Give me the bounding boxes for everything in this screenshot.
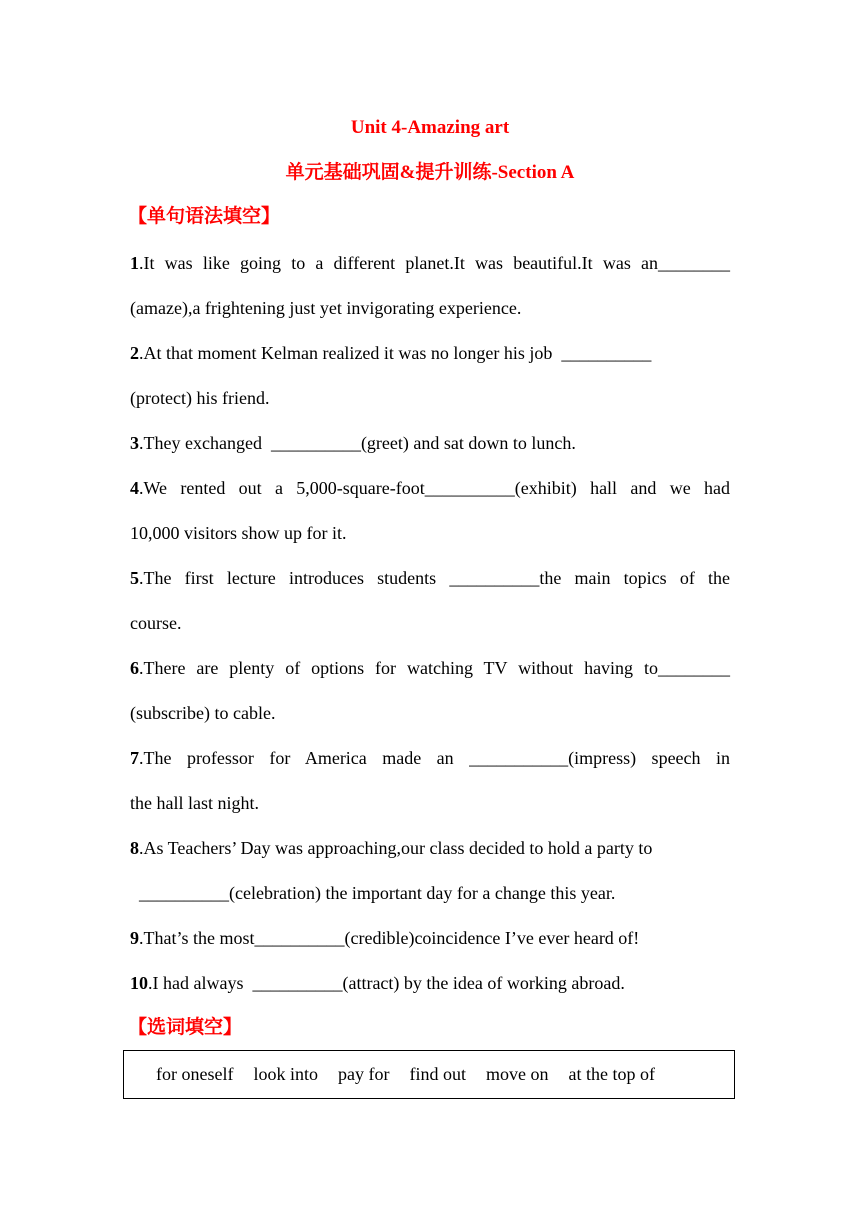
question-number: 5 [130,568,139,588]
question-number: 3 [130,433,139,453]
section-heading-word-choice: 【选词填空】 [128,1017,243,1038]
question-text: (subscribe) to cable. [130,703,276,723]
question-text: (amaze),a frightening just yet invigorating experience. [130,298,522,318]
question-text: .There are plenty of options for watching TV without having to________ [139,658,730,678]
question-text: .I had always __________(attract) by the idea of working abroad. [148,973,625,993]
question-5-line-2 [130,611,730,635]
question-9-line-1 [130,926,730,950]
question-2-line-2 [130,386,730,410]
question-4-line-1 [130,476,730,500]
question-4-line-2 [130,521,730,545]
question-text: course. [130,613,182,633]
word-bank-phrase: at the top of [568,1064,655,1084]
question-number: 8 [130,838,139,858]
question-10-line-1 [130,971,730,995]
word-bank-phrase: for oneself [156,1064,234,1084]
word-bank-box [123,1050,735,1099]
question-text: __________(celebration) the important day for a change this year. [130,883,616,903]
question-number: 9 [130,928,139,948]
question-text: .That’s the most__________(credible)coincidence I’ve ever heard of! [139,928,640,948]
question-text: (protect) his friend. [130,388,270,408]
document-title: Unit 4-Amazing art [350,117,510,138]
question-number: 2 [130,343,139,363]
question-text: .The first lecture introduces students __________the main topics of the [139,568,730,588]
question-2-line-1 [130,341,730,365]
question-number: 7 [130,748,139,768]
question-text: .They exchanged __________(greet) and sat down to lunch. [139,433,576,453]
section-heading-grammar: 【单句语法填空】 [128,206,281,227]
question-1-line-1 [130,251,730,275]
question-text: .It was like going to a different planet.It was beautiful.It was an________ [139,253,730,273]
question-6-line-2 [130,701,730,725]
word-bank-phrase: move on [485,1064,549,1084]
question-6-line-1 [130,656,730,680]
question-8-line-2 [130,881,730,905]
question-number: 1 [130,253,139,273]
question-text: .We rented out a 5,000-square-foot__________(exhibit) hall and we had [139,478,730,498]
question-number: 4 [130,478,139,498]
question-7-line-1 [130,746,730,770]
question-1-line-2 [130,296,730,320]
question-number: 6 [130,658,139,678]
question-5-line-1 [130,566,730,590]
document-subtitle: 单元基础巩固&提升训练-Section A [285,162,575,183]
question-text: .At that moment Kelman realized it was no longer his job __________ [139,343,652,363]
question-8-line-1 [130,836,730,860]
word-bank-phrase: look into [253,1064,318,1084]
question-text: the hall last night. [130,793,259,813]
word-bank-phrase: pay for [337,1064,390,1084]
question-text: .As Teachers’ Day was approaching,our class decided to hold a party to [139,838,653,858]
question-text: 10,000 visitors show up for it. [130,523,347,543]
question-number: 10 [130,973,148,993]
question-text: .The professor for America made an ___________(impress) speech in [139,748,730,768]
question-7-line-2 [130,791,730,815]
word-bank-phrase: find out [409,1064,466,1084]
question-3-line-1 [130,431,730,455]
